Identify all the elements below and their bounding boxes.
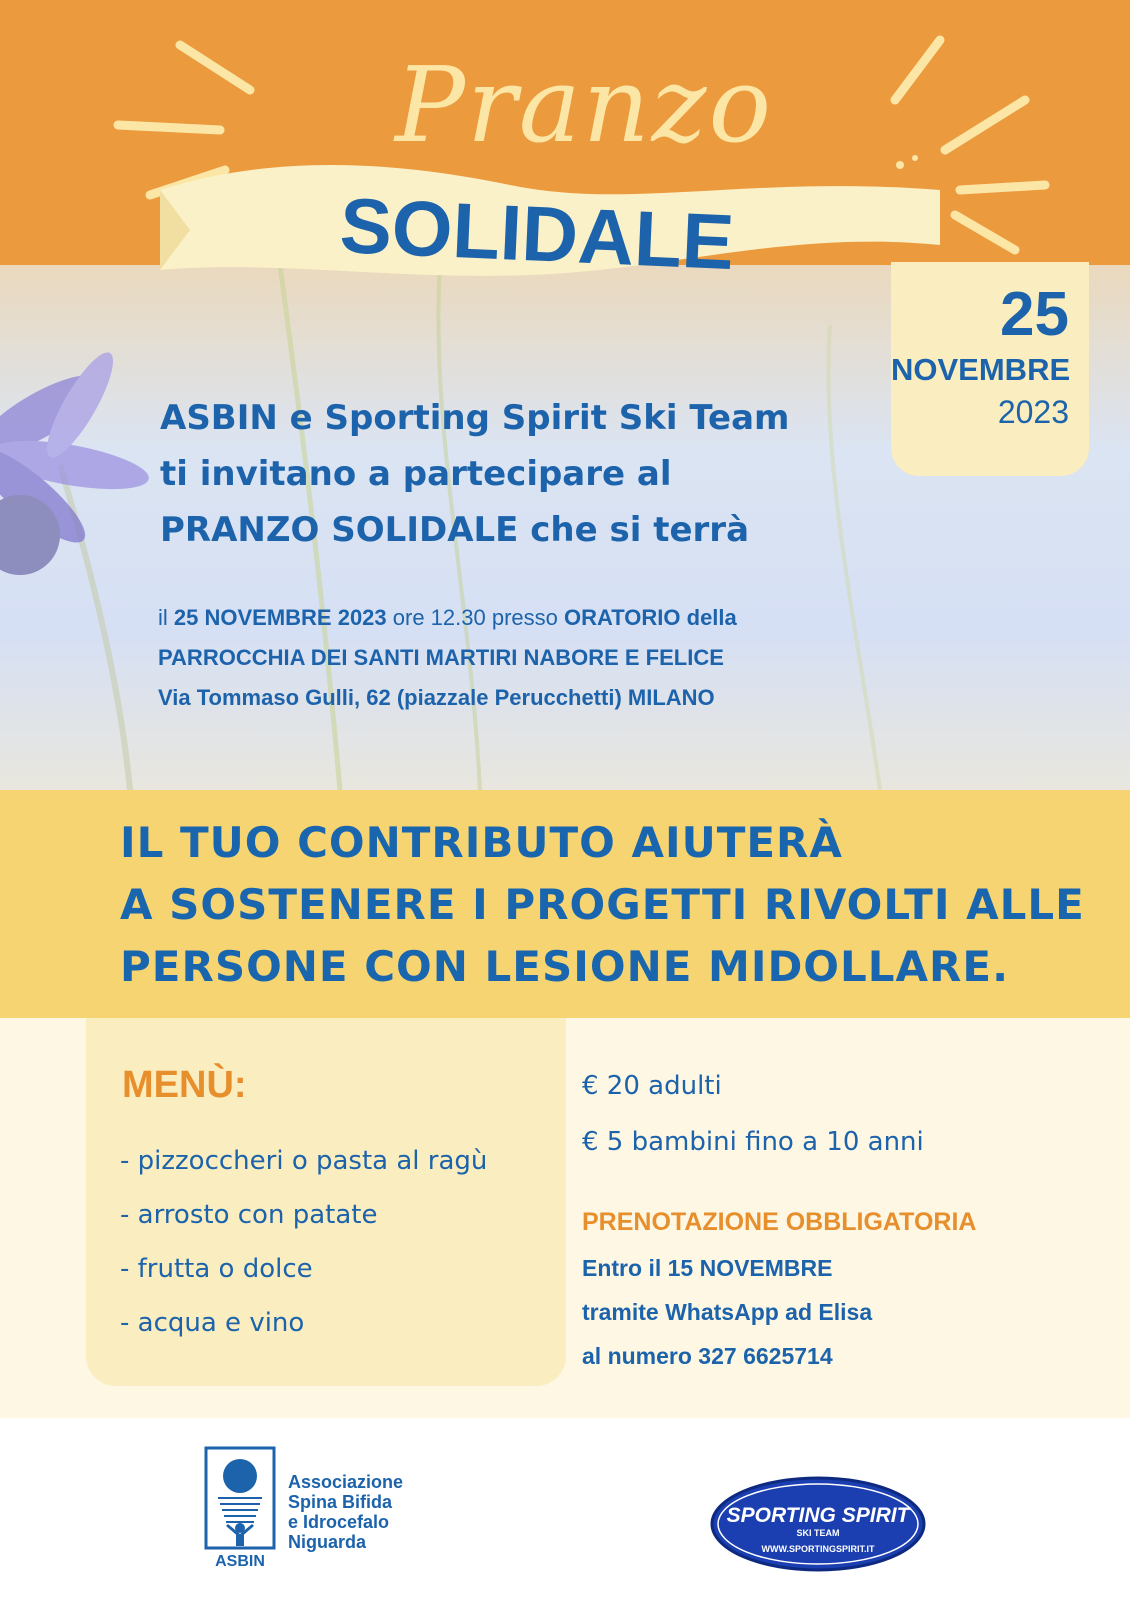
- contribution-text: [120, 812, 1085, 998]
- booking-phone: al numero 327 6625714: [582, 1343, 833, 1369]
- menu-title: MENÙ:: [122, 1064, 247, 1106]
- contribution-line: IL TUO CONTRIBUTO AIUTERÀ: [120, 818, 843, 867]
- invitation-text: [160, 390, 880, 558]
- asbin-logo-icon: [204, 1446, 276, 1570]
- price-children: € 5 bambini fino a 10 anni: [582, 1127, 924, 1157]
- detail-presso: presso: [491, 605, 564, 630]
- booking-info: [582, 1246, 872, 1378]
- menu-item: - arrosto con patate: [120, 1200, 378, 1230]
- asbin-logo-label: ASBIN: [215, 1553, 265, 1570]
- booking-method: tramite WhatsApp ad Elisa: [582, 1299, 873, 1325]
- contribution-line: PERSONE CON LESIONE MIDOLLARE.: [120, 942, 1010, 991]
- detail-place: ORATORIO della: [564, 605, 737, 630]
- sporting-spirit-logo-icon: [708, 1474, 928, 1574]
- intro-line: ti invitano a partecipare al: [160, 454, 672, 494]
- asbin-name: [288, 1472, 403, 1552]
- title-main: SOLIDALE: [338, 181, 736, 287]
- title-script: Pranzo: [395, 44, 774, 166]
- date-day: 25: [1000, 280, 1069, 349]
- intro-line: ASBIN e Sporting Spirit Ski Team: [160, 398, 790, 438]
- asbin-line: Niguarda: [288, 1532, 367, 1552]
- sporting-url: WWW.SPORTINGSPIRIT.IT: [761, 1544, 875, 1554]
- menu-item: - pizzoccheri o pasta al ragù: [120, 1146, 488, 1176]
- date-year: 2023: [997, 394, 1069, 430]
- intro-line: PRANZO SOLIDALE che si terrà: [160, 510, 750, 550]
- event-details: [158, 598, 918, 718]
- contribution-line: A SOSTENERE I PROGETTI RIVOLTI ALLE: [120, 880, 1085, 929]
- date-card: [891, 262, 1089, 476]
- price-list: [582, 1058, 924, 1170]
- booking-deadline: Entro il 15 NOVEMBRE: [582, 1255, 833, 1281]
- asbin-line: Associazione: [288, 1472, 404, 1492]
- date-month: NOVEMBRE: [891, 352, 1071, 387]
- menu-item: - acqua e vino: [120, 1308, 305, 1338]
- detail-prefix: il: [158, 605, 174, 630]
- asbin-line: e Idrocefalo: [288, 1512, 390, 1532]
- detail-parish: PARROCCHIA DEI SANTI MARTIRI NABORE E FELICE: [158, 645, 724, 670]
- detail-time: ore 12.30: [386, 605, 492, 630]
- sporting-sub: SKI TEAM: [796, 1528, 840, 1538]
- booking-title: PRENOTAZIONE OBBLIGATORIA: [582, 1208, 977, 1236]
- detail-address: Via Tommaso Gulli, 62 (piazzale Perucchetti) MILANO: [158, 685, 715, 710]
- menu-list: [120, 1134, 487, 1350]
- price-adults: € 20 adulti: [582, 1071, 722, 1101]
- detail-date: 25 NOVEMBRE 2023: [173, 605, 387, 630]
- asbin-line: Spina Bifida: [288, 1492, 393, 1512]
- menu-item: - frutta o dolce: [120, 1254, 313, 1284]
- detail-line-date: [158, 598, 918, 638]
- footer: [0, 1418, 1130, 1600]
- sporting-name: SPORTING SPIRIT: [726, 1504, 910, 1527]
